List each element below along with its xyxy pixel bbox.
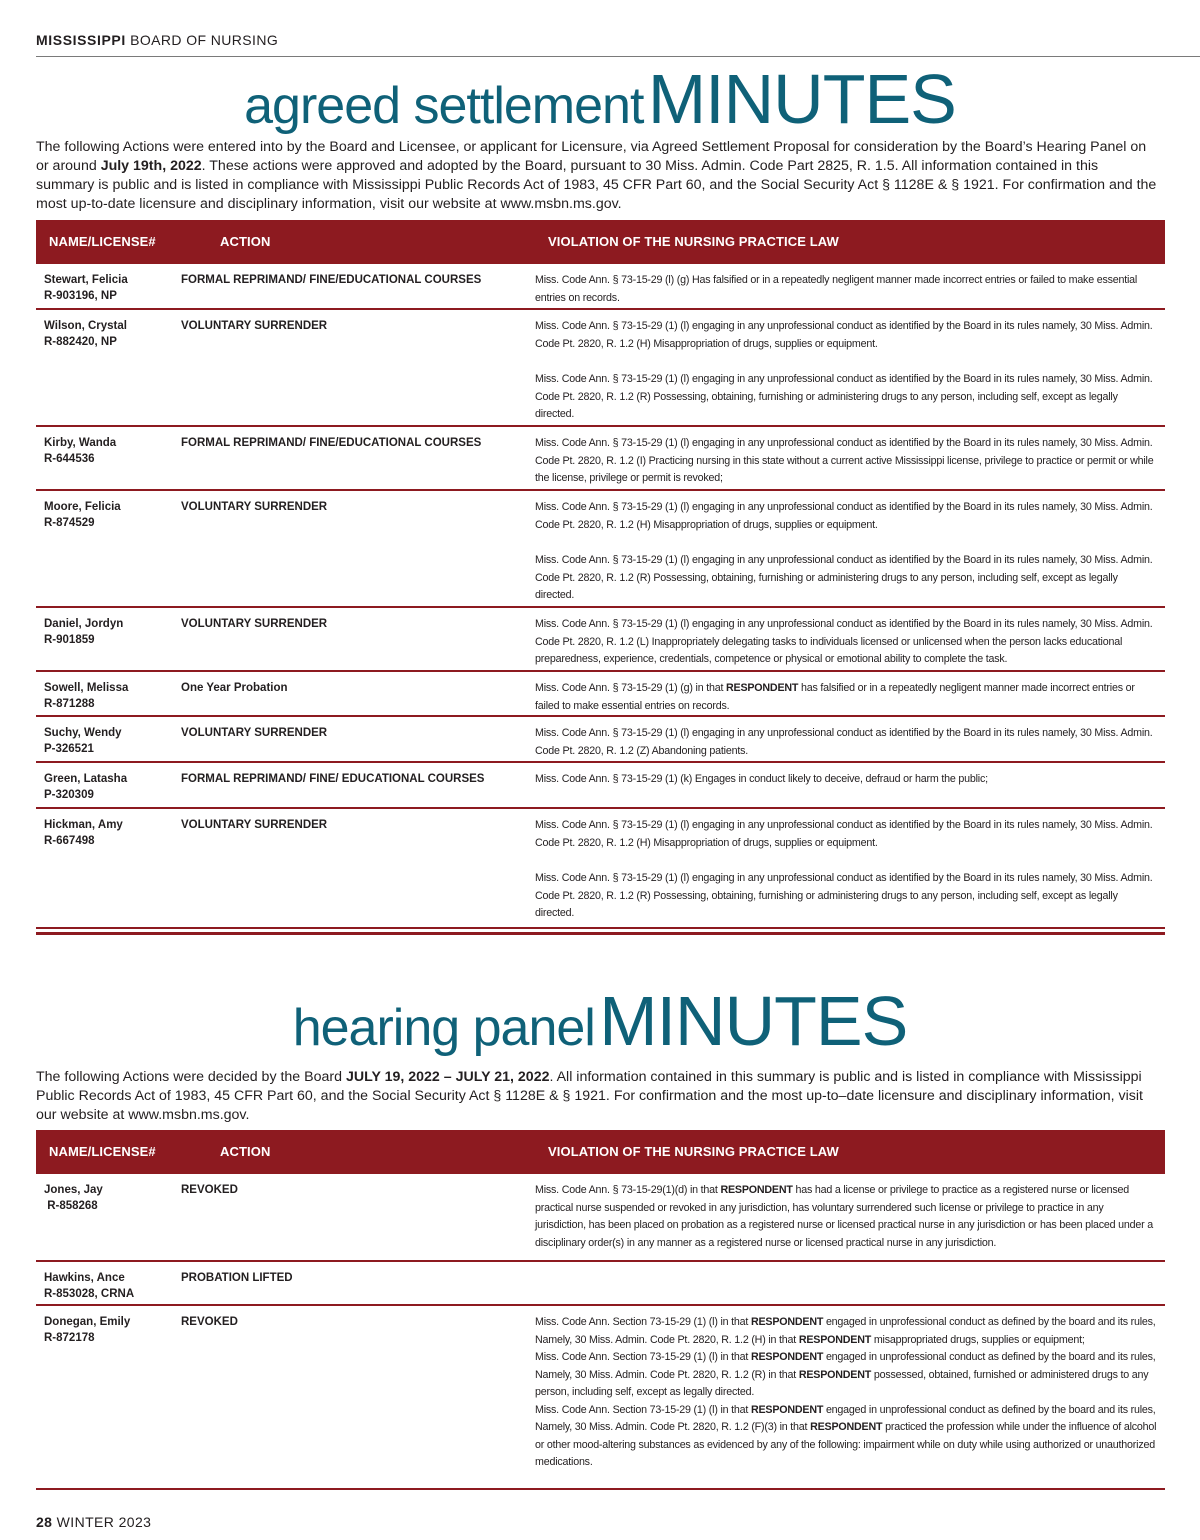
licensee-name: Hawkins, Ance xyxy=(44,1272,125,1284)
licensee-cell xyxy=(44,616,184,648)
action-cell: One Year Probation xyxy=(181,682,288,694)
violation-text: Miss. Code Ann. § 73-15-29 (1) (l) engaging in any unprofessional conduct as identified by the Board in its rules namely, 30 Miss. Admin. Code Pt. 2820, R. 1.2 (L) Inappropriately delegating tasks to individuals licensed or unlicensed when the person lacks educational preparedness, experience, credentials, competence or physical or emotional ability to complete the task. xyxy=(535,618,1153,665)
violation-cell xyxy=(535,771,1157,789)
col-violation: VIOLATION OF THE NURSING PRACTICE LAW xyxy=(548,234,839,249)
agreed-settlement-table xyxy=(36,220,1165,929)
violation-cell xyxy=(535,1182,1157,1252)
violation-text: Miss. Code Ann. § 73-15-29 (1) (k) Engages in conduct likely to deceive, defraud or harm the public; xyxy=(535,773,988,785)
intro-text-b: . All information contained in this summary is public and is listed in compliance with Mississippi Public Records Act of 1983, 45 CFR Part 60, and the Social Security Act § 1128E & § 1921. For confirmation and the most up-to–date licensure and disciplinary information, visit our website at www.msbn.ms.gov. xyxy=(36,1069,1143,1123)
table-row xyxy=(36,310,1165,427)
license-number: R-858268 xyxy=(44,1200,98,1212)
table-row xyxy=(36,491,1165,608)
licensee-name: Stewart, Felicia xyxy=(44,274,128,286)
table-row xyxy=(36,1306,1165,1490)
violation-text: Miss. Code Ann. § 73-15-29 (1) (l) engaging in any unprofessional conduct as identified by the Board in its rules namely, 30 Miss. Admin. Code Pt. 2820, R. 1.2 (I) Practicing nursing in this state without a current active Mississippi license, privilege to practice or permit or while the license, privilege or permit is revoked; xyxy=(535,437,1154,484)
col-action: ACTION xyxy=(220,234,271,249)
action-cell: VOLUNTARY SURRENDER xyxy=(181,320,328,332)
violation-text: Miss. Code Ann. § 73-15-29 (1) (g) in that RESPONDENT has falsified or in a repeatedly negligent manner made incorrect entries or failed to make essential entries on records. xyxy=(535,682,1135,712)
col-action: ACTION xyxy=(220,1144,271,1159)
violation-cell xyxy=(535,725,1157,760)
licensee-cell xyxy=(44,725,184,757)
violation-text: Miss. Code Ann. Section 73-15-29 (1) (l) in that RESPONDENT engaged in unprofessional conduct as defined by the board and its rules, Namely, 30 Miss. Admin. Code Pt. 2820, R. 1.2 (R) in that RESPONDENT possessed, obtained, furnished or administered drugs to any person, including self, except as legally directed. xyxy=(535,1351,1156,1398)
table-row xyxy=(36,672,1165,717)
licensee-cell xyxy=(44,272,184,304)
licensee-cell xyxy=(44,499,184,531)
licensee-name: Sowell, Melissa xyxy=(44,682,129,694)
violation-cell xyxy=(535,318,1157,424)
violation-cell xyxy=(535,1314,1157,1472)
intro-text-a: The following Actions were entered into by the Board and Licensee, or applicant for Licensure, via Agreed Settlement Proposal for consideration by the Board’s Hearing Panel on or around xyxy=(36,139,1147,174)
action-cell: REVOKED xyxy=(181,1316,238,1328)
publication-header xyxy=(36,32,1200,57)
licensee-name: Jones, Jay xyxy=(44,1184,103,1196)
table-row xyxy=(36,1262,1165,1306)
intro-date: JULY 19, 2022 – JULY 21, 2022 xyxy=(345,1069,550,1085)
action-cell: FORMAL REPRIMAND/ FINE/EDUCATIONAL COURSES xyxy=(181,274,482,286)
violation-text: Miss. Code Ann. § 73-15-29 (l) (g) Has falsified or in a repeatedly negligent manner made incorrect entries or failed to make essential entries on records. xyxy=(535,274,1138,304)
col-violation: VIOLATION OF THE NURSING PRACTICE LAW xyxy=(548,1144,839,1159)
license-number: R-882420, NP xyxy=(44,336,117,348)
action-cell: VOLUNTARY SURRENDER xyxy=(181,819,328,831)
table-row xyxy=(36,264,1165,310)
table-header xyxy=(36,220,1165,264)
intro-date: July 19th, 2022 xyxy=(100,158,202,174)
table-row xyxy=(36,763,1165,809)
org-name-rest: BOARD OF NURSING xyxy=(130,32,279,48)
licensee-name: Wilson, Crystal xyxy=(44,320,127,332)
table-end-rule xyxy=(36,932,1165,935)
licensee-cell xyxy=(44,817,184,849)
violation-cell xyxy=(535,435,1157,488)
action-cell: PROBATION LIFTED xyxy=(181,1272,293,1284)
licensee-name: Green, Latasha xyxy=(44,773,128,785)
licensee-cell xyxy=(44,1314,184,1346)
violation-text: Miss. Code Ann. § 73-15-29 (1) (l) engaging in any unprofessional conduct as identified by the Board in its rules namely, 30 Miss. Admin. Code Pt. 2820, R. 1.2 (H) Misappropriation of drugs, supplies or equipment. xyxy=(535,819,1153,849)
violation-text: Miss. Code Ann. § 73-15-29 (1) (l) engaging in any unprofessional conduct as identified by the Board in its rules namely, 30 Miss. Admin. Code Pt. 2820, R. 1.2 (H) Misappropriation of drugs, supplies or equipment. xyxy=(535,320,1153,350)
table-row xyxy=(36,1174,1165,1262)
violation-text: Miss. Code Ann. § 73-15-29 (1) (l) engaging in any unprofessional conduct as identified by the Board in its rules namely, 30 Miss. Admin. Code Pt. 2820, R. 1.2 (R) Possessing, obtaining, furnishing or administering drugs to any person, including self, except as legally directed. xyxy=(535,373,1153,420)
issue-label: WINTER 2023 xyxy=(56,1514,152,1530)
license-number: R-644536 xyxy=(44,453,95,465)
action-cell: REVOKED xyxy=(181,1184,238,1196)
title-small: agreed settlement xyxy=(244,77,644,135)
licensee-name: Hickman, Amy xyxy=(44,819,123,831)
violation-text: Miss. Code Ann. § 73-15-29 (1) (l) engaging in any unprofessional conduct as identified by the Board in its rules namely, 30 Miss. Admin. Code Pt. 2820, R. 1.2 (R) Possessing, obtaining, furnishing or administering drugs to any person, including self, except as legally directed. xyxy=(535,872,1153,919)
violation-cell xyxy=(535,616,1157,669)
page-number: 28 xyxy=(36,1514,53,1530)
hearing-panel-table xyxy=(36,1130,1165,1490)
table-row xyxy=(36,608,1165,672)
hearing-panel-intro xyxy=(36,1068,1160,1125)
col-name-license: NAME/LICENSE# xyxy=(49,234,156,249)
licensee-name: Moore, Felicia xyxy=(44,501,121,513)
title-big: MINUTES xyxy=(647,60,956,138)
licensee-cell xyxy=(44,771,184,803)
violation-cell xyxy=(535,499,1157,605)
licensee-name: Donegan, Emily xyxy=(44,1316,131,1328)
license-number: R-874529 xyxy=(44,517,95,529)
agreed-settlement-intro xyxy=(36,138,1160,214)
action-cell: VOLUNTARY SURRENDER xyxy=(181,501,328,513)
violation-text: Miss. Code Ann. § 73-15-29(1)(d) in that RESPONDENT has had a license or privilege to practice as a registered nurse or licensed practical nurse suspended or revoked in any jurisdiction, has voluntary surrendered such license or privilege to practice in any jurisdiction, has been placed on probation as a registered nurse or licensed practical nurse in any jurisdiction or has been placed under a disciplinary order(s) in any manner as a registered nurse or licensed practical nurse in any jurisdiction. xyxy=(535,1184,1153,1249)
license-number: R-872178 xyxy=(44,1332,95,1344)
hearing-panel-title xyxy=(0,982,1200,1060)
licensee-cell xyxy=(44,1270,184,1302)
title-big: MINUTES xyxy=(599,982,908,1060)
intro-text-a: The following Actions were decided by the Board xyxy=(36,1069,346,1085)
violation-cell xyxy=(535,272,1157,307)
page-footer xyxy=(36,1514,151,1530)
licensee-cell xyxy=(44,680,184,712)
license-number: R-903196, NP xyxy=(44,290,117,302)
license-number: R-667498 xyxy=(44,835,95,847)
violation-cell xyxy=(535,817,1157,923)
licensee-name: Daniel, Jordyn xyxy=(44,618,124,630)
action-cell: VOLUNTARY SURRENDER xyxy=(181,618,328,630)
violation-text: Miss. Code Ann. Section 73-15-29 (1) (l) in that RESPONDENT engaged in unprofessional conduct as defined by the board and its rules, Namely, 30 Miss. Admin. Code Pt. 2820, R. 1.2 (H) in that RESPONDENT misappropriated drugs, supplies or equipment; xyxy=(535,1316,1156,1346)
table-header xyxy=(36,1130,1165,1174)
licensee-cell xyxy=(44,1182,184,1214)
table-row xyxy=(36,717,1165,763)
licensee-cell xyxy=(44,318,184,350)
violation-text: Miss. Code Ann. § 73-15-29 (1) (l) engaging in any unprofessional conduct as identified by the Board in its rules namely, 30 Miss. Admin. Code Pt. 2820, R. 1.2 (R) Possessing, obtaining, furnishing or administering drugs to any person, including self, except as legally directed. xyxy=(535,554,1153,601)
license-number: R-901859 xyxy=(44,634,95,646)
licensee-name: Suchy, Wendy xyxy=(44,727,122,739)
org-name-bold: MISSISSIPPI xyxy=(36,32,126,48)
license-number: P-320309 xyxy=(44,789,94,801)
action-cell: FORMAL REPRIMAND/ FINE/ EDUCATIONAL COURSES xyxy=(181,773,485,785)
licensee-name: Kirby, Wanda xyxy=(44,437,117,449)
table-row xyxy=(36,809,1165,929)
action-cell: FORMAL REPRIMAND/ FINE/EDUCATIONAL COURSES xyxy=(181,437,482,449)
col-name-license: NAME/LICENSE# xyxy=(49,1144,156,1159)
violation-text: Miss. Code Ann. Section 73-15-29 (1) (l) in that RESPONDENT engaged in unprofessional conduct as defined by the board and its rules, Namely, 30 Miss. Admin. Code Pt. 2820, R. 1.2 (F)(3) in that RESPONDENT practiced the profession while under the influence of alcohol or other mood-altering substances as evidenced by any of the following: impairment while on duty while using authorized or unauthorized medications. xyxy=(535,1403,1157,1468)
violation-cell xyxy=(535,680,1157,715)
license-number: R-853028, CRNA xyxy=(44,1288,135,1300)
licensee-cell xyxy=(44,435,184,467)
title-small: hearing panel xyxy=(292,999,595,1057)
license-number: R-871288 xyxy=(44,698,95,710)
violation-text: Miss. Code Ann. § 73-15-29 (1) (l) engaging in any unprofessional conduct as identified by the Board in its rules namely, 30 Miss. Admin. Code Pt. 2820, R. 1.2 (H) Misappropriation of drugs, supplies or equipment. xyxy=(535,501,1153,531)
intro-text-b: . These actions were approved and adopted by the Board, pursuant to 30 Miss. Admin. Code Part 2825, R. 1.5. All information contained in this summary is public and is listed in compliance with Mississippi Public Records Act of 1983, 45 CFR Part 60, and the Social Security Act § 1128E & § 1921. For confirmation and the most up-to-date licensure and disciplinary information, visit our website at www.msbn.ms.gov. xyxy=(36,158,1157,212)
action-cell: VOLUNTARY SURRENDER xyxy=(181,727,328,739)
table-row xyxy=(36,427,1165,491)
agreed-settlement-title xyxy=(0,60,1200,138)
violation-text: Miss. Code Ann. § 73-15-29 (1) (l) engaging in any unprofessional conduct as identified by the Board in its rules namely, 30 Miss. Admin. Code Pt. 2820, R. 1.2 (Z) Abandoning patients. xyxy=(535,727,1153,757)
license-number: P-326521 xyxy=(44,743,94,755)
